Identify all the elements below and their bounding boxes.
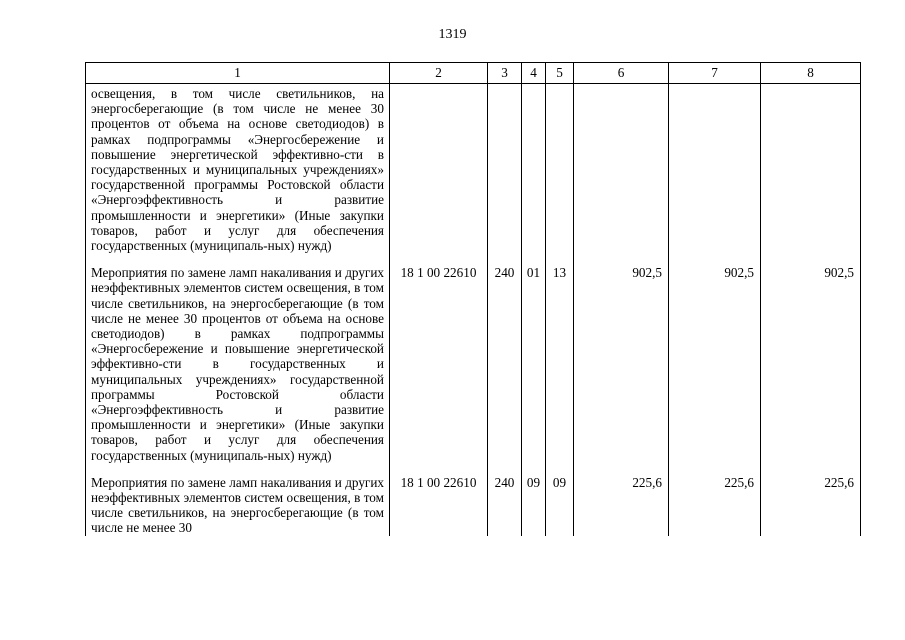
row-amount-2: 225,6 [669,463,761,536]
budget-table [85,62,861,536]
row-expense-type: 240 [488,253,522,463]
row-target-code [390,84,488,254]
row-amount-2: 902,5 [669,253,761,463]
row-amount-1: 225,6 [574,463,669,536]
header-cell-4: 4 [522,63,546,84]
row-section: 09 [522,463,546,536]
row-subsection: 13 [546,253,574,463]
row-amount-3: 902,5 [761,253,861,463]
row-subsection [546,84,574,254]
row-expense-type: 240 [488,463,522,536]
table-body [86,84,861,536]
table-row [86,463,861,536]
table-header [86,63,861,84]
header-cell-7: 7 [669,63,761,84]
row-amount-3 [761,84,861,254]
row-description: освещения, в том числе светильников, на энергосберегающие (в том числе не менее 30 процентов от объема на основе светодиодов) в рамках подпрограммы «Энергосбережение и повышение энергетической эффективно-сти в государственных и муниципальных учреждениях» государственной программы Ростовской области «Энергоэффективность и развитие промышленности и энергетики» (Иные закупки товаров, работ и услуг для обеспечения государственных (муниципаль-ных) нужд) [86,84,390,254]
header-cell-6: 6 [574,63,669,84]
header-cell-1: 1 [86,63,390,84]
row-amount-1: 902,5 [574,253,669,463]
row-section [522,84,546,254]
row-target-code: 18 1 00 22610 [390,463,488,536]
header-row [86,63,861,84]
row-subsection: 09 [546,463,574,536]
header-cell-2: 2 [390,63,488,84]
row-amount-1 [574,84,669,254]
table-row [86,253,861,463]
row-expense-type [488,84,522,254]
page-number: 1319 [438,27,467,42]
row-description: Мероприятия по замене ламп накаливания и других неэффективных элементов систем освещения, в том числе светильников, на энергосберегающие (в том числе не менее 30 процентов от объема на основе светодиодов) в рамках подпрограммы «Энергосбережение и повышение энергетической эффективно-сти в государственных и муниципальных учреждениях» государственной программы Ростовской области «Энергоэффективность и развитие промышленности и энергетики» (Иные закупки товаров, работ и услуг для обеспечения государственных (муниципаль-ных) нужд) [86,253,390,463]
table-row [86,84,861,254]
row-amount-3: 225,6 [761,463,861,536]
header-cell-3: 3 [488,63,522,84]
row-description: Мероприятия по замене ламп накаливания и других неэффективных элементов систем освещения, в том числе светильников, на энергосберегающие (в том числе не менее 30 [86,463,390,536]
row-amount-2 [669,84,761,254]
row-section: 01 [522,253,546,463]
row-target-code: 18 1 00 22610 [390,253,488,463]
header-cell-8: 8 [761,63,861,84]
header-cell-5: 5 [546,63,574,84]
